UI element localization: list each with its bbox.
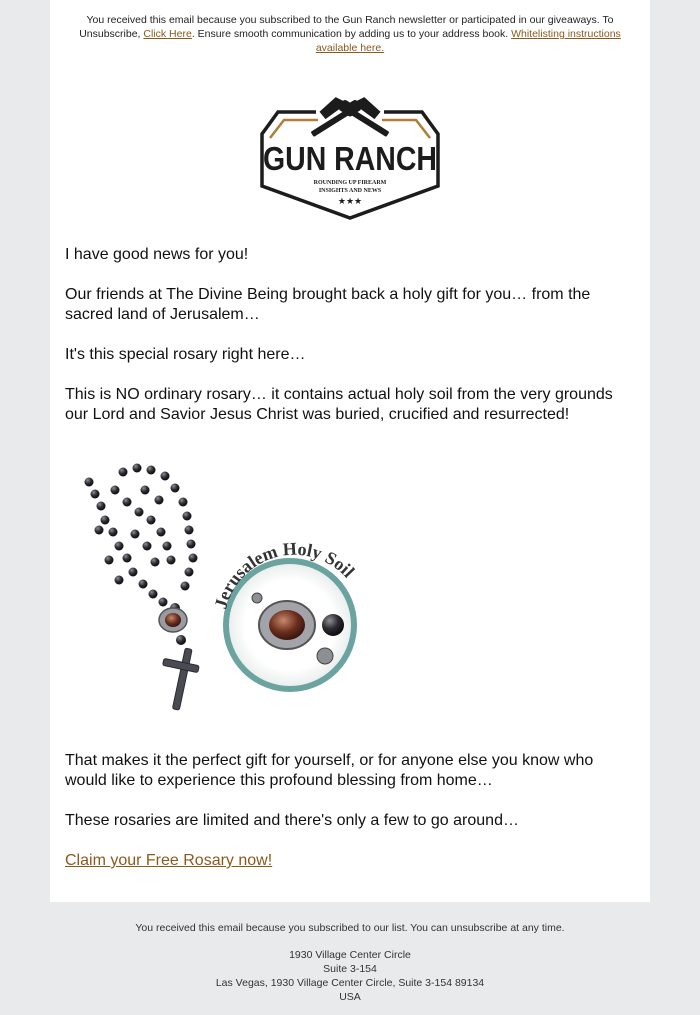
footer-address-1: 1930 Village Center Circle [289, 949, 411, 961]
paragraph-limited: These rosaries are limited and there's only a few to go around… [65, 812, 519, 829]
cta-wrapper [65, 851, 635, 871]
footer-address-2: Suite 3-154 [323, 963, 377, 975]
footer-address-3: Las Vegas, 1930 Village Center Circle, Suite 3-154 89134 [215, 977, 485, 989]
email-card [50, 0, 650, 902]
unsubscribe-link[interactable]: Click Here [143, 28, 192, 40]
logo-tagline-2: INSIGHTS AND NEWS [318, 188, 382, 194]
gun-ranch-logo [258, 80, 442, 220]
paragraph-friends: Our friends at The Divine Being brought back a holy gift for you… from the sacred land of Jerusalem… [65, 286, 591, 323]
paragraph-holy-soil: This is NO ordinary rosary… it contains actual holy soil from the very grounds our Lord and Savior Jesus Christ was buried, crucified and resurrected! [65, 386, 613, 423]
whitelist-link[interactable]: Whitelisting instructions available here. [315, 28, 621, 54]
footer-note: You received this email because you subscribed to our list. You can unsubscribe at any time. [135, 922, 565, 934]
logo-stars-icon: ★★★ [337, 197, 363, 207]
paragraph-intro: I have good news for you! [65, 246, 249, 263]
preheader-text-2: . Ensure smooth communication by adding us to your address book. [191, 28, 512, 40]
rosary-product-image [75, 450, 375, 725]
paragraph-perfect-gift: That makes it the perfect gift for yourself, or for anyone else you know who would like to experience this profound blessing from home… [65, 752, 594, 789]
crucifix-icon [163, 648, 200, 710]
footer-address-4: USA [339, 991, 361, 1003]
preheader-text: You received this email because you subscribed to the Gun Ranch newsletter or participated in our giveaways. To Unsubscribe, [79, 14, 614, 40]
logo-tagline-1: ROUNDING UP FIREARM [313, 180, 387, 186]
preheader [60, 13, 640, 55]
logo-title: GUN RANCH [263, 140, 437, 177]
holy-soil-label: Jerusalem Holy Soil [210, 538, 359, 611]
paragraph-rosary: It's this special rosary right here… [65, 346, 306, 363]
claim-rosary-link[interactable]: Claim your Free Rosary now! [65, 852, 273, 869]
